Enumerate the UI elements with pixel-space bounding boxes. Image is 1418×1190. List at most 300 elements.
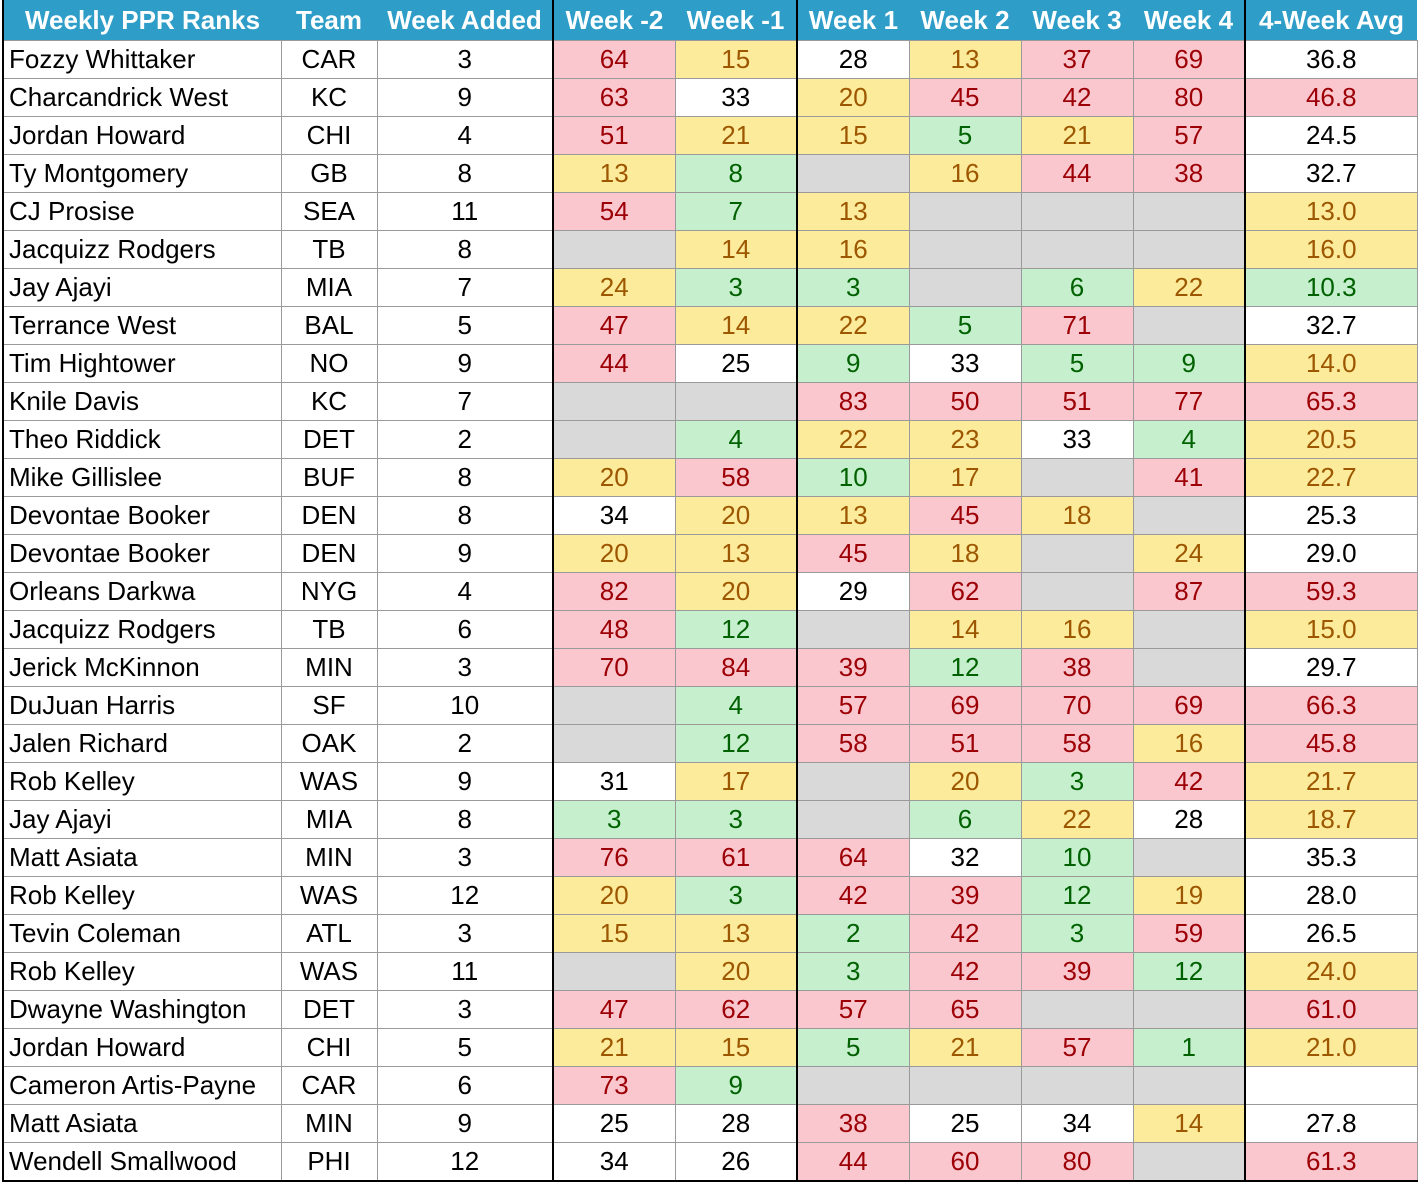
week-minus-1-cell: 62 [675, 991, 797, 1029]
four-week-avg-cell: 27.8 [1245, 1105, 1417, 1143]
table-row [3, 307, 1417, 345]
table-row [3, 193, 1417, 231]
week-1-cell: 20 [797, 79, 909, 117]
week-added-cell: 2 [377, 725, 553, 763]
week-minus-1-cell: 25 [675, 345, 797, 383]
week-1-cell: 3 [797, 269, 909, 307]
week-1-cell: 13 [797, 497, 909, 535]
week-2-cell: 12 [909, 649, 1021, 687]
week-added-cell: 9 [377, 345, 553, 383]
team-cell: BAL [281, 307, 377, 345]
week-minus-2-cell [553, 383, 675, 421]
week-minus-2-cell: 15 [553, 915, 675, 953]
week-added-cell: 6 [377, 611, 553, 649]
team-cell: MIN [281, 839, 377, 877]
week-3-cell: 16 [1021, 611, 1133, 649]
week-1-cell: 45 [797, 535, 909, 573]
player-name-cell: Rob Kelley [3, 877, 281, 915]
table-row [3, 611, 1417, 649]
week-added-cell: 8 [377, 155, 553, 193]
week-added-cell: 5 [377, 307, 553, 345]
week-1-cell: 44 [797, 1143, 909, 1182]
week-minus-1-cell: 12 [675, 611, 797, 649]
week-minus-2-cell: 48 [553, 611, 675, 649]
week-4-cell: 12 [1133, 953, 1245, 991]
team-cell: TB [281, 611, 377, 649]
week-2-cell: 69 [909, 687, 1021, 725]
week-3-cell: 80 [1021, 1143, 1133, 1182]
four-week-avg-cell: 65.3 [1245, 383, 1417, 421]
team-cell: DEN [281, 497, 377, 535]
week-2-cell: 42 [909, 915, 1021, 953]
week-added-cell: 9 [377, 535, 553, 573]
week-1-cell: 83 [797, 383, 909, 421]
week-minus-2-cell: 20 [553, 459, 675, 497]
week-minus-2-cell: 20 [553, 877, 675, 915]
player-name-cell: Cameron Artis-Payne [3, 1067, 281, 1105]
four-week-avg-cell: 29.0 [1245, 535, 1417, 573]
player-name-cell: Tim Hightower [3, 345, 281, 383]
week-added-cell: 2 [377, 421, 553, 459]
week-added-cell: 3 [377, 915, 553, 953]
four-week-avg-cell: 28.0 [1245, 877, 1417, 915]
week-4-cell: 19 [1133, 877, 1245, 915]
week-1-cell [797, 801, 909, 839]
four-week-avg-cell: 32.7 [1245, 307, 1417, 345]
week-1-cell: 57 [797, 991, 909, 1029]
header-week-1: Week 1 [797, 0, 909, 41]
team-cell: CHI [281, 1029, 377, 1067]
table-row [3, 1029, 1417, 1067]
week-1-cell: 57 [797, 687, 909, 725]
week-minus-2-cell: 64 [553, 41, 675, 79]
week-2-cell: 39 [909, 877, 1021, 915]
week-minus-1-cell: 14 [675, 231, 797, 269]
player-name-cell: Rob Kelley [3, 953, 281, 991]
week-minus-1-cell: 14 [675, 307, 797, 345]
player-name-cell: CJ Prosise [3, 193, 281, 231]
week-1-cell [797, 611, 909, 649]
table-row [3, 155, 1417, 193]
ppr-ranks-table [2, 0, 1418, 1182]
four-week-avg-cell: 24.5 [1245, 117, 1417, 155]
week-3-cell: 21 [1021, 117, 1133, 155]
player-name-cell: Matt Asiata [3, 839, 281, 877]
week-4-cell: 41 [1133, 459, 1245, 497]
week-3-cell: 71 [1021, 307, 1133, 345]
week-2-cell: 65 [909, 991, 1021, 1029]
week-minus-1-cell: 13 [675, 915, 797, 953]
player-name-cell: Devontae Booker [3, 497, 281, 535]
week-added-cell: 5 [377, 1029, 553, 1067]
week-2-cell: 51 [909, 725, 1021, 763]
week-minus-2-cell [553, 687, 675, 725]
week-2-cell: 6 [909, 801, 1021, 839]
table-row [3, 497, 1417, 535]
week-minus-2-cell: 73 [553, 1067, 675, 1105]
week-minus-1-cell: 20 [675, 953, 797, 991]
four-week-avg-cell: 45.8 [1245, 725, 1417, 763]
team-cell: NYG [281, 573, 377, 611]
week-minus-2-cell: 70 [553, 649, 675, 687]
week-1-cell: 22 [797, 307, 909, 345]
table-row [3, 877, 1417, 915]
player-name-cell: Jacquizz Rodgers [3, 231, 281, 269]
team-cell: MIA [281, 801, 377, 839]
week-3-cell: 6 [1021, 269, 1133, 307]
week-added-cell: 12 [377, 877, 553, 915]
team-cell: WAS [281, 763, 377, 801]
week-3-cell: 44 [1021, 155, 1133, 193]
table-row [3, 41, 1417, 79]
week-minus-1-cell: 17 [675, 763, 797, 801]
week-4-cell [1133, 1143, 1245, 1182]
week-minus-1-cell: 20 [675, 573, 797, 611]
week-4-cell: 22 [1133, 269, 1245, 307]
four-week-avg-cell: 66.3 [1245, 687, 1417, 725]
week-minus-2-cell: 44 [553, 345, 675, 383]
player-name-cell: Matt Asiata [3, 1105, 281, 1143]
four-week-avg-cell: 21.0 [1245, 1029, 1417, 1067]
four-week-avg-cell: 46.8 [1245, 79, 1417, 117]
week-added-cell: 9 [377, 79, 553, 117]
four-week-avg-cell: 14.0 [1245, 345, 1417, 383]
week-minus-1-cell: 13 [675, 535, 797, 573]
week-2-cell [909, 193, 1021, 231]
week-minus-1-cell: 12 [675, 725, 797, 763]
week-1-cell: 58 [797, 725, 909, 763]
week-1-cell: 2 [797, 915, 909, 953]
player-name-cell: Tevin Coleman [3, 915, 281, 953]
week-added-cell: 3 [377, 991, 553, 1029]
week-minus-1-cell: 33 [675, 79, 797, 117]
team-cell: MIA [281, 269, 377, 307]
week-added-cell: 8 [377, 231, 553, 269]
week-added-cell: 3 [377, 41, 553, 79]
header-4-week-avg: 4-Week Avg [1245, 0, 1417, 41]
player-name-cell: Fozzy Whittaker [3, 41, 281, 79]
week-1-cell: 9 [797, 345, 909, 383]
table-row [3, 763, 1417, 801]
week-added-cell: 8 [377, 459, 553, 497]
week-1-cell: 42 [797, 877, 909, 915]
table-row [3, 269, 1417, 307]
table-row [3, 459, 1417, 497]
table-row [3, 535, 1417, 573]
four-week-avg-cell: 61.0 [1245, 991, 1417, 1029]
team-cell: CAR [281, 41, 377, 79]
table-row [3, 953, 1417, 991]
week-3-cell: 34 [1021, 1105, 1133, 1143]
table-row [3, 573, 1417, 611]
week-minus-1-cell: 20 [675, 497, 797, 535]
player-name-cell: Wendell Smallwood [3, 1143, 281, 1182]
four-week-avg-cell: 61.3 [1245, 1143, 1417, 1182]
week-2-cell: 5 [909, 117, 1021, 155]
week-minus-2-cell: 82 [553, 573, 675, 611]
team-cell: GB [281, 155, 377, 193]
week-1-cell: 29 [797, 573, 909, 611]
week-2-cell: 42 [909, 953, 1021, 991]
week-1-cell: 3 [797, 953, 909, 991]
team-cell: WAS [281, 877, 377, 915]
team-cell: DET [281, 421, 377, 459]
team-cell: SF [281, 687, 377, 725]
table-row [3, 649, 1417, 687]
week-2-cell [909, 231, 1021, 269]
week-3-cell: 42 [1021, 79, 1133, 117]
table-row [3, 991, 1417, 1029]
week-3-cell: 5 [1021, 345, 1133, 383]
four-week-avg-cell [1245, 1067, 1417, 1105]
week-1-cell: 38 [797, 1105, 909, 1143]
week-added-cell: 9 [377, 763, 553, 801]
week-minus-1-cell: 4 [675, 687, 797, 725]
table-row [3, 79, 1417, 117]
table-row [3, 421, 1417, 459]
week-added-cell: 8 [377, 801, 553, 839]
week-3-cell [1021, 535, 1133, 573]
week-3-cell: 57 [1021, 1029, 1133, 1067]
week-minus-2-cell: 3 [553, 801, 675, 839]
week-4-cell: 80 [1133, 79, 1245, 117]
header-week-2: Week 2 [909, 0, 1021, 41]
week-added-cell: 4 [377, 117, 553, 155]
week-4-cell: 59 [1133, 915, 1245, 953]
player-name-cell: Jordan Howard [3, 117, 281, 155]
week-2-cell: 45 [909, 79, 1021, 117]
table-row [3, 383, 1417, 421]
week-2-cell: 33 [909, 345, 1021, 383]
week-1-cell: 39 [797, 649, 909, 687]
header-week-minus-2: Week -2 [553, 0, 675, 41]
week-minus-2-cell [553, 231, 675, 269]
player-name-cell: DuJuan Harris [3, 687, 281, 725]
player-name-cell: Devontae Booker [3, 535, 281, 573]
week-added-cell: 10 [377, 687, 553, 725]
week-1-cell [797, 155, 909, 193]
team-cell: OAK [281, 725, 377, 763]
team-cell: NO [281, 345, 377, 383]
week-2-cell: 60 [909, 1143, 1021, 1182]
week-4-cell [1133, 193, 1245, 231]
week-2-cell [909, 269, 1021, 307]
player-name-cell: Rob Kelley [3, 763, 281, 801]
player-name-cell: Dwayne Washington [3, 991, 281, 1029]
table-row [3, 231, 1417, 269]
team-cell: WAS [281, 953, 377, 991]
week-2-cell: 50 [909, 383, 1021, 421]
table-row [3, 839, 1417, 877]
week-3-cell: 12 [1021, 877, 1133, 915]
player-name-cell: Mike Gillislee [3, 459, 281, 497]
four-week-avg-cell: 59.3 [1245, 573, 1417, 611]
week-added-cell: 4 [377, 573, 553, 611]
week-1-cell: 5 [797, 1029, 909, 1067]
week-1-cell: 13 [797, 193, 909, 231]
week-3-cell: 38 [1021, 649, 1133, 687]
week-minus-2-cell: 34 [553, 1143, 675, 1182]
week-1-cell [797, 763, 909, 801]
header-team: Team [281, 0, 377, 41]
header-week-added: Week Added [377, 0, 553, 41]
header-week-4: Week 4 [1133, 0, 1245, 41]
four-week-avg-cell: 25.3 [1245, 497, 1417, 535]
week-3-cell: 3 [1021, 915, 1133, 953]
week-4-cell: 42 [1133, 763, 1245, 801]
week-minus-2-cell: 21 [553, 1029, 675, 1067]
week-2-cell: 18 [909, 535, 1021, 573]
week-minus-1-cell: 3 [675, 877, 797, 915]
team-cell: SEA [281, 193, 377, 231]
week-1-cell [797, 1067, 909, 1105]
week-minus-1-cell: 28 [675, 1105, 797, 1143]
week-2-cell: 21 [909, 1029, 1021, 1067]
week-2-cell: 32 [909, 839, 1021, 877]
player-name-cell: Jay Ajayi [3, 801, 281, 839]
week-4-cell: 16 [1133, 725, 1245, 763]
four-week-avg-cell: 29.7 [1245, 649, 1417, 687]
table-row [3, 117, 1417, 155]
week-2-cell: 25 [909, 1105, 1021, 1143]
table-row [3, 1143, 1417, 1182]
table-row [3, 725, 1417, 763]
week-3-cell [1021, 231, 1133, 269]
player-name-cell: Charcandrick West [3, 79, 281, 117]
week-3-cell: 33 [1021, 421, 1133, 459]
team-cell: TB [281, 231, 377, 269]
week-minus-1-cell: 84 [675, 649, 797, 687]
team-cell: MIN [281, 649, 377, 687]
week-4-cell [1133, 991, 1245, 1029]
week-added-cell: 3 [377, 839, 553, 877]
week-2-cell [909, 1067, 1021, 1105]
four-week-avg-cell: 26.5 [1245, 915, 1417, 953]
player-name-cell: Ty Montgomery [3, 155, 281, 193]
week-3-cell: 51 [1021, 383, 1133, 421]
week-minus-2-cell: 34 [553, 497, 675, 535]
team-cell: KC [281, 383, 377, 421]
four-week-avg-cell: 20.5 [1245, 421, 1417, 459]
week-4-cell: 9 [1133, 345, 1245, 383]
week-4-cell [1133, 839, 1245, 877]
table-row [3, 345, 1417, 383]
week-added-cell: 7 [377, 269, 553, 307]
week-added-cell: 3 [377, 649, 553, 687]
week-minus-1-cell: 58 [675, 459, 797, 497]
week-minus-2-cell: 54 [553, 193, 675, 231]
week-1-cell: 28 [797, 41, 909, 79]
week-added-cell: 11 [377, 953, 553, 991]
week-minus-1-cell: 15 [675, 41, 797, 79]
week-3-cell [1021, 573, 1133, 611]
four-week-avg-cell: 21.7 [1245, 763, 1417, 801]
week-2-cell: 17 [909, 459, 1021, 497]
week-added-cell: 6 [377, 1067, 553, 1105]
week-minus-2-cell: 76 [553, 839, 675, 877]
week-minus-2-cell [553, 725, 675, 763]
week-minus-1-cell: 3 [675, 801, 797, 839]
team-cell: BUF [281, 459, 377, 497]
team-cell: PHI [281, 1143, 377, 1182]
week-4-cell: 57 [1133, 117, 1245, 155]
week-minus-2-cell: 25 [553, 1105, 675, 1143]
week-added-cell: 7 [377, 383, 553, 421]
week-2-cell: 45 [909, 497, 1021, 535]
player-name-cell: Orleans Darkwa [3, 573, 281, 611]
player-name-cell: Jacquizz Rodgers [3, 611, 281, 649]
four-week-avg-cell: 13.0 [1245, 193, 1417, 231]
player-name-cell: Jordan Howard [3, 1029, 281, 1067]
week-minus-2-cell: 47 [553, 991, 675, 1029]
week-minus-1-cell: 15 [675, 1029, 797, 1067]
player-name-cell: Terrance West [3, 307, 281, 345]
week-2-cell: 23 [909, 421, 1021, 459]
team-cell: CHI [281, 117, 377, 155]
week-4-cell: 69 [1133, 41, 1245, 79]
player-name-cell: Knile Davis [3, 383, 281, 421]
team-cell: DET [281, 991, 377, 1029]
header-week-3: Week 3 [1021, 0, 1133, 41]
week-2-cell: 13 [909, 41, 1021, 79]
week-minus-2-cell: 31 [553, 763, 675, 801]
week-minus-2-cell: 51 [553, 117, 675, 155]
table-body [3, 41, 1417, 1182]
table-row [3, 1105, 1417, 1143]
four-week-avg-cell: 18.7 [1245, 801, 1417, 839]
team-cell: KC [281, 79, 377, 117]
week-minus-2-cell: 20 [553, 535, 675, 573]
table-row [3, 915, 1417, 953]
week-3-cell: 3 [1021, 763, 1133, 801]
week-4-cell: 1 [1133, 1029, 1245, 1067]
week-minus-2-cell: 63 [553, 79, 675, 117]
week-minus-1-cell: 61 [675, 839, 797, 877]
week-2-cell: 14 [909, 611, 1021, 649]
week-4-cell [1133, 307, 1245, 345]
header-row [3, 0, 1417, 41]
week-3-cell [1021, 991, 1133, 1029]
table-row [3, 801, 1417, 839]
week-2-cell: 5 [909, 307, 1021, 345]
week-1-cell: 16 [797, 231, 909, 269]
week-2-cell: 16 [909, 155, 1021, 193]
player-name-cell: Jalen Richard [3, 725, 281, 763]
week-minus-2-cell: 24 [553, 269, 675, 307]
header-player: Weekly PPR Ranks [3, 0, 281, 41]
week-minus-1-cell: 3 [675, 269, 797, 307]
four-week-avg-cell: 22.7 [1245, 459, 1417, 497]
week-added-cell: 9 [377, 1105, 553, 1143]
week-4-cell [1133, 649, 1245, 687]
week-2-cell: 20 [909, 763, 1021, 801]
week-3-cell [1021, 459, 1133, 497]
four-week-avg-cell: 15.0 [1245, 611, 1417, 649]
week-3-cell: 10 [1021, 839, 1133, 877]
week-3-cell: 58 [1021, 725, 1133, 763]
week-1-cell: 10 [797, 459, 909, 497]
four-week-avg-cell: 10.3 [1245, 269, 1417, 307]
week-1-cell: 15 [797, 117, 909, 155]
week-minus-1-cell: 8 [675, 155, 797, 193]
week-minus-2-cell: 47 [553, 307, 675, 345]
team-cell: CAR [281, 1067, 377, 1105]
week-3-cell: 39 [1021, 953, 1133, 991]
week-4-cell: 24 [1133, 535, 1245, 573]
week-4-cell [1133, 611, 1245, 649]
four-week-avg-cell: 32.7 [1245, 155, 1417, 193]
week-added-cell: 12 [377, 1143, 553, 1182]
